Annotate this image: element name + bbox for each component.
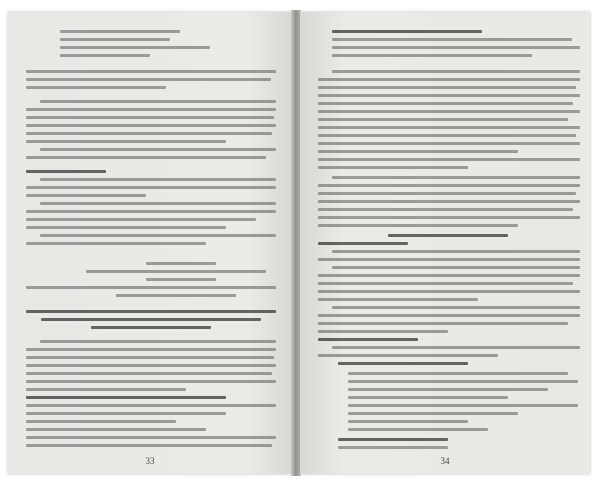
right-page-footer-heading [318,438,580,454]
right-page-checklist [318,372,580,436]
left-page-body [26,340,276,452]
left-page-text-block-top [60,30,230,62]
right-page-section-results [318,234,580,338]
right-page-number: 34 [440,456,450,466]
right-page [300,12,590,474]
left-page-paragraph-2 [26,100,276,164]
left-page-author-block [26,262,276,302]
left-page-number: 33 [145,456,155,466]
right-page-header [332,30,580,62]
right-page-paragraph-1 [318,70,580,174]
left-page-article-title [26,310,276,334]
left-page-paragraph-1 [26,70,276,94]
right-page-section-education [318,338,580,370]
left-page [8,12,292,474]
left-page-references [26,170,276,250]
right-page-paragraph-2 [318,176,580,232]
